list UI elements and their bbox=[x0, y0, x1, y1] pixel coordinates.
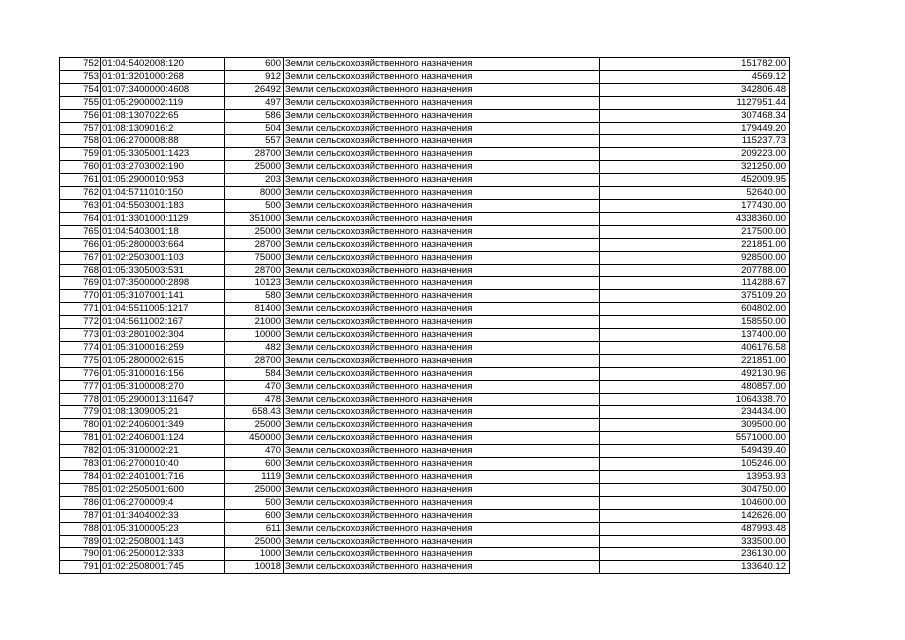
row-number-cell: 787 bbox=[60, 509, 101, 522]
cadastral-number-cell: 01:03:2703002:190 bbox=[101, 161, 225, 174]
cadastral-value-cell: 158550.00 bbox=[600, 316, 790, 329]
table-row bbox=[60, 535, 790, 548]
table-row bbox=[60, 303, 790, 316]
table-row bbox=[60, 316, 790, 329]
table-body bbox=[60, 58, 790, 574]
row-number-cell: 777 bbox=[60, 380, 101, 393]
table-row bbox=[60, 251, 790, 264]
area-cell: 28700 bbox=[225, 238, 284, 251]
land-category-cell: Земли сельскохозяйственного назначения bbox=[284, 238, 600, 251]
land-category-cell: Земли сельскохозяйственного назначения bbox=[284, 161, 600, 174]
land-category-cell: Земли сельскохозяйственного назначения bbox=[284, 522, 600, 535]
row-number-cell: 752 bbox=[60, 58, 101, 71]
land-category-cell: Земли сельскохозяйственного назначения bbox=[284, 471, 600, 484]
table-row bbox=[60, 212, 790, 225]
row-number-cell: 784 bbox=[60, 471, 101, 484]
area-cell: 557 bbox=[225, 135, 284, 148]
table-row bbox=[60, 264, 790, 277]
table-row bbox=[60, 458, 790, 471]
land-category-cell: Земли сельскохозяйственного назначения bbox=[284, 445, 600, 458]
row-number-cell: 778 bbox=[60, 393, 101, 406]
cadastral-value-cell: 304750.00 bbox=[600, 483, 790, 496]
row-number-cell: 780 bbox=[60, 419, 101, 432]
cadastral-number-cell: 01:05:3100005:23 bbox=[101, 522, 225, 535]
row-number-cell: 763 bbox=[60, 199, 101, 212]
area-cell: 478 bbox=[225, 393, 284, 406]
land-category-cell: Земли сельскохозяйственного назначения bbox=[284, 496, 600, 509]
cadastral-value-cell: 142626.00 bbox=[600, 509, 790, 522]
cadastral-number-cell: 01:05:3107001:141 bbox=[101, 290, 225, 303]
table-row bbox=[60, 522, 790, 535]
land-category-cell: Земли сельскохозяйственного назначения bbox=[284, 458, 600, 471]
cadastral-value-cell: 5571000.00 bbox=[600, 432, 790, 445]
area-cell: 580 bbox=[225, 290, 284, 303]
table-row bbox=[60, 109, 790, 122]
row-number-cell: 781 bbox=[60, 432, 101, 445]
cadastral-value-cell: 221851.00 bbox=[600, 354, 790, 367]
table-row bbox=[60, 96, 790, 109]
area-cell: 25000 bbox=[225, 483, 284, 496]
area-cell: 497 bbox=[225, 96, 284, 109]
cadastral-value-cell: 114288.67 bbox=[600, 277, 790, 290]
cadastral-number-cell: 01:05:3100002:21 bbox=[101, 445, 225, 458]
row-number-cell: 764 bbox=[60, 212, 101, 225]
area-cell: 500 bbox=[225, 496, 284, 509]
area-cell: 470 bbox=[225, 445, 284, 458]
cadastral-number-cell: 01:08:1309016:2 bbox=[101, 122, 225, 135]
cadastral-value-cell: 217500.00 bbox=[600, 225, 790, 238]
cadastral-number-cell: 01:06:2500012:333 bbox=[101, 548, 225, 561]
cadastral-value-cell: 452009.95 bbox=[600, 174, 790, 187]
land-category-cell: Земли сельскохозяйственного назначения bbox=[284, 290, 600, 303]
cadastral-value-cell: 137400.00 bbox=[600, 329, 790, 342]
cadastral-value-cell: 1064338.70 bbox=[600, 393, 790, 406]
area-cell: 504 bbox=[225, 122, 284, 135]
cadastral-number-cell: 01:04:5611002:167 bbox=[101, 316, 225, 329]
area-cell: 1119 bbox=[225, 471, 284, 484]
row-number-cell: 766 bbox=[60, 238, 101, 251]
area-cell: 450000 bbox=[225, 432, 284, 445]
land-plots-table bbox=[59, 57, 790, 574]
table-row bbox=[60, 496, 790, 509]
land-category-cell: Земли сельскохозяйственного назначения bbox=[284, 96, 600, 109]
row-number-cell: 762 bbox=[60, 187, 101, 200]
table-row bbox=[60, 367, 790, 380]
cadastral-value-cell: 179449.20 bbox=[600, 122, 790, 135]
cadastral-value-cell: 52640.00 bbox=[600, 187, 790, 200]
row-number-cell: 785 bbox=[60, 483, 101, 496]
area-cell: 203 bbox=[225, 174, 284, 187]
area-cell: 81400 bbox=[225, 303, 284, 316]
cadastral-number-cell: 01:02:2401001:716 bbox=[101, 471, 225, 484]
area-cell: 8000 bbox=[225, 187, 284, 200]
area-cell: 28700 bbox=[225, 148, 284, 161]
land-category-cell: Земли сельскохозяйственного назначения bbox=[284, 251, 600, 264]
land-category-cell: Земли сельскохозяйственного назначения bbox=[284, 122, 600, 135]
cadastral-value-cell: 133640.12 bbox=[600, 561, 790, 574]
table-row bbox=[60, 161, 790, 174]
row-number-cell: 756 bbox=[60, 109, 101, 122]
land-category-cell: Земли сельскохозяйственного назначения bbox=[284, 509, 600, 522]
area-cell: 10123 bbox=[225, 277, 284, 290]
row-number-cell: 788 bbox=[60, 522, 101, 535]
land-category-cell: Земли сельскохозяйственного назначения bbox=[284, 212, 600, 225]
cadastral-number-cell: 01:07:3500000:2898 bbox=[101, 277, 225, 290]
area-cell: 912 bbox=[225, 70, 284, 83]
area-cell: 600 bbox=[225, 458, 284, 471]
table-row bbox=[60, 341, 790, 354]
table-row bbox=[60, 277, 790, 290]
land-category-cell: Земли сельскохозяйственного назначения bbox=[284, 264, 600, 277]
cadastral-value-cell: 234434.00 bbox=[600, 406, 790, 419]
row-number-cell: 772 bbox=[60, 316, 101, 329]
table-row bbox=[60, 380, 790, 393]
cadastral-value-cell: 207788.00 bbox=[600, 264, 790, 277]
cadastral-number-cell: 01:04:5402008:120 bbox=[101, 58, 225, 71]
cadastral-value-cell: 492130.96 bbox=[600, 367, 790, 380]
area-cell: 25000 bbox=[225, 225, 284, 238]
area-cell: 10018 bbox=[225, 561, 284, 574]
cadastral-value-cell: 549439.40 bbox=[600, 445, 790, 458]
cadastral-value-cell: 236130.00 bbox=[600, 548, 790, 561]
cadastral-number-cell: 01:05:2900010:953 bbox=[101, 174, 225, 187]
cadastral-number-cell: 01:08:1309005:21 bbox=[101, 406, 225, 419]
area-cell: 25000 bbox=[225, 161, 284, 174]
table-row bbox=[60, 393, 790, 406]
area-cell: 351000 bbox=[225, 212, 284, 225]
cadastral-number-cell: 01:02:2406001:349 bbox=[101, 419, 225, 432]
area-cell: 28700 bbox=[225, 354, 284, 367]
table-row bbox=[60, 406, 790, 419]
cadastral-number-cell: 01:06:2700008:88 bbox=[101, 135, 225, 148]
cadastral-value-cell: 209223.00 bbox=[600, 148, 790, 161]
cadastral-number-cell: 01:01:3404002:33 bbox=[101, 509, 225, 522]
cadastral-number-cell: 01:02:2508001:143 bbox=[101, 535, 225, 548]
cadastral-value-cell: 115237.73 bbox=[600, 135, 790, 148]
cadastral-value-cell: 13953.93 bbox=[600, 471, 790, 484]
land-category-cell: Земли сельскохозяйственного назначения bbox=[284, 70, 600, 83]
table-row bbox=[60, 83, 790, 96]
cadastral-number-cell: 01:05:2900013:11647 bbox=[101, 393, 225, 406]
row-number-cell: 759 bbox=[60, 148, 101, 161]
cadastral-value-cell: 480857.00 bbox=[600, 380, 790, 393]
table-row bbox=[60, 329, 790, 342]
row-number-cell: 761 bbox=[60, 174, 101, 187]
cadastral-value-cell: 1127951.44 bbox=[600, 96, 790, 109]
table-row bbox=[60, 483, 790, 496]
cadastral-value-cell: 928500.00 bbox=[600, 251, 790, 264]
row-number-cell: 774 bbox=[60, 341, 101, 354]
cadastral-value-cell: 307468.34 bbox=[600, 109, 790, 122]
cadastral-value-cell: 151782.00 bbox=[600, 58, 790, 71]
land-category-cell: Земли сельскохозяйственного назначения bbox=[284, 83, 600, 96]
row-number-cell: 791 bbox=[60, 561, 101, 574]
row-number-cell: 754 bbox=[60, 83, 101, 96]
area-cell: 28700 bbox=[225, 264, 284, 277]
cadastral-number-cell: 01:02:2505001:600 bbox=[101, 483, 225, 496]
cadastral-value-cell: 333500.00 bbox=[600, 535, 790, 548]
cadastral-value-cell: 604802.00 bbox=[600, 303, 790, 316]
table-row bbox=[60, 445, 790, 458]
cadastral-number-cell: 01:05:2800003:664 bbox=[101, 238, 225, 251]
cadastral-number-cell: 01:07:3400000:4608 bbox=[101, 83, 225, 96]
area-cell: 26492 bbox=[225, 83, 284, 96]
land-category-cell: Земли сельскохозяйственного назначения bbox=[284, 148, 600, 161]
land-category-cell: Земли сельскохозяйственного назначения bbox=[284, 483, 600, 496]
cadastral-value-cell: 321250.00 bbox=[600, 161, 790, 174]
land-category-cell: Земли сельскохозяйственного назначения bbox=[284, 316, 600, 329]
cadastral-number-cell: 01:02:2503001:103 bbox=[101, 251, 225, 264]
cadastral-number-cell: 01:05:2800002:615 bbox=[101, 354, 225, 367]
land-category-cell: Земли сельскохозяйственного назначения bbox=[284, 174, 600, 187]
land-category-cell: Земли сельскохозяйственного назначения bbox=[284, 432, 600, 445]
cadastral-number-cell: 01:01:3301000:1129 bbox=[101, 212, 225, 225]
table-row bbox=[60, 122, 790, 135]
cadastral-value-cell: 406176.58 bbox=[600, 341, 790, 354]
table-row bbox=[60, 548, 790, 561]
land-category-cell: Земли сельскохозяйственного назначения bbox=[284, 225, 600, 238]
area-cell: 586 bbox=[225, 109, 284, 122]
land-category-cell: Земли сельскохозяйственного назначения bbox=[284, 380, 600, 393]
land-category-cell: Земли сельскохозяйственного назначения bbox=[284, 187, 600, 200]
cadastral-number-cell: 01:02:2406001:124 bbox=[101, 432, 225, 445]
table-row bbox=[60, 471, 790, 484]
table-row bbox=[60, 174, 790, 187]
table-row bbox=[60, 419, 790, 432]
land-category-cell: Земли сельскохозяйственного назначения bbox=[284, 135, 600, 148]
table-row bbox=[60, 238, 790, 251]
row-number-cell: 776 bbox=[60, 367, 101, 380]
cadastral-value-cell: 221851.00 bbox=[600, 238, 790, 251]
area-cell: 470 bbox=[225, 380, 284, 393]
area-cell: 482 bbox=[225, 341, 284, 354]
land-category-cell: Земли сельскохозяйственного назначения bbox=[284, 58, 600, 71]
land-category-cell: Земли сельскохозяйственного назначения bbox=[284, 354, 600, 367]
row-number-cell: 782 bbox=[60, 445, 101, 458]
land-category-cell: Земли сельскохозяйственного назначения bbox=[284, 341, 600, 354]
table-row bbox=[60, 58, 790, 71]
cadastral-value-cell: 4338360.00 bbox=[600, 212, 790, 225]
row-number-cell: 755 bbox=[60, 96, 101, 109]
area-cell: 584 bbox=[225, 367, 284, 380]
cadastral-number-cell: 01:04:5503001:183 bbox=[101, 199, 225, 212]
area-cell: 10000 bbox=[225, 329, 284, 342]
row-number-cell: 757 bbox=[60, 122, 101, 135]
land-category-cell: Земли сельскохозяйственного назначения bbox=[284, 199, 600, 212]
cadastral-number-cell: 01:05:3100008:270 bbox=[101, 380, 225, 393]
row-number-cell: 769 bbox=[60, 277, 101, 290]
area-cell: 658.43 bbox=[225, 406, 284, 419]
table-row bbox=[60, 561, 790, 574]
cadastral-number-cell: 01:02:2508001:745 bbox=[101, 561, 225, 574]
table-row bbox=[60, 432, 790, 445]
cadastral-value-cell: 342806.48 bbox=[600, 83, 790, 96]
cadastral-number-cell: 01:01:3201000:268 bbox=[101, 70, 225, 83]
row-number-cell: 770 bbox=[60, 290, 101, 303]
land-category-cell: Земли сельскохозяйственного назначения bbox=[284, 303, 600, 316]
cadastral-number-cell: 01:05:3305003:531 bbox=[101, 264, 225, 277]
area-cell: 25000 bbox=[225, 419, 284, 432]
row-number-cell: 771 bbox=[60, 303, 101, 316]
land-category-cell: Земли сельскохозяйственного назначения bbox=[284, 393, 600, 406]
land-category-cell: Земли сельскохозяйственного назначения bbox=[284, 277, 600, 290]
cadastral-value-cell: 177430.00 bbox=[600, 199, 790, 212]
land-category-cell: Земли сельскохозяйственного назначения bbox=[284, 535, 600, 548]
table-row bbox=[60, 509, 790, 522]
area-cell: 25000 bbox=[225, 535, 284, 548]
cadastral-number-cell: 01:05:3100016:259 bbox=[101, 341, 225, 354]
cadastral-number-cell: 01:03:2801002:304 bbox=[101, 329, 225, 342]
area-cell: 611 bbox=[225, 522, 284, 535]
table-row bbox=[60, 70, 790, 83]
table-row bbox=[60, 225, 790, 238]
table-row bbox=[60, 187, 790, 200]
cadastral-number-cell: 01:05:3100016:156 bbox=[101, 367, 225, 380]
table-row bbox=[60, 148, 790, 161]
row-number-cell: 789 bbox=[60, 535, 101, 548]
row-number-cell: 767 bbox=[60, 251, 101, 264]
row-number-cell: 773 bbox=[60, 329, 101, 342]
cadastral-value-cell: 105246.00 bbox=[600, 458, 790, 471]
cadastral-value-cell: 4569.12 bbox=[600, 70, 790, 83]
table-row bbox=[60, 354, 790, 367]
row-number-cell: 775 bbox=[60, 354, 101, 367]
cadastral-number-cell: 01:04:5711010:150 bbox=[101, 187, 225, 200]
row-number-cell: 765 bbox=[60, 225, 101, 238]
land-category-cell: Земли сельскохозяйственного назначения bbox=[284, 406, 600, 419]
area-cell: 21000 bbox=[225, 316, 284, 329]
table-row bbox=[60, 135, 790, 148]
land-category-cell: Земли сельскохозяйственного назначения bbox=[284, 329, 600, 342]
cadastral-number-cell: 01:05:2900002:119 bbox=[101, 96, 225, 109]
cadastral-value-cell: 487993.48 bbox=[600, 522, 790, 535]
cadastral-value-cell: 104600.00 bbox=[600, 496, 790, 509]
land-category-cell: Земли сельскохозяйственного назначения bbox=[284, 548, 600, 561]
area-cell: 600 bbox=[225, 58, 284, 71]
area-cell: 500 bbox=[225, 199, 284, 212]
row-number-cell: 760 bbox=[60, 161, 101, 174]
row-number-cell: 790 bbox=[60, 548, 101, 561]
cadastral-value-cell: 375109.20 bbox=[600, 290, 790, 303]
cadastral-number-cell: 01:06:2700009:4 bbox=[101, 496, 225, 509]
row-number-cell: 758 bbox=[60, 135, 101, 148]
land-category-cell: Земли сельскохозяйственного назначения bbox=[284, 367, 600, 380]
cadastral-number-cell: 01:08:1307022:65 bbox=[101, 109, 225, 122]
table-row bbox=[60, 290, 790, 303]
row-number-cell: 786 bbox=[60, 496, 101, 509]
cadastral-number-cell: 01:06:2700010:40 bbox=[101, 458, 225, 471]
area-cell: 600 bbox=[225, 509, 284, 522]
land-category-cell: Земли сельскохозяйственного назначения bbox=[284, 561, 600, 574]
cadastral-number-cell: 01:05:3305001:1423 bbox=[101, 148, 225, 161]
cadastral-number-cell: 01:04:5403001:18 bbox=[101, 225, 225, 238]
row-number-cell: 768 bbox=[60, 264, 101, 277]
area-cell: 75000 bbox=[225, 251, 284, 264]
area-cell: 1000 bbox=[225, 548, 284, 561]
row-number-cell: 783 bbox=[60, 458, 101, 471]
row-number-cell: 779 bbox=[60, 406, 101, 419]
row-number-cell: 753 bbox=[60, 70, 101, 83]
cadastral-number-cell: 01:04:5511005:1217 bbox=[101, 303, 225, 316]
land-category-cell: Земли сельскохозяйственного назначения bbox=[284, 109, 600, 122]
table-row bbox=[60, 199, 790, 212]
cadastral-value-cell: 309500.00 bbox=[600, 419, 790, 432]
land-category-cell: Земли сельскохозяйственного назначения bbox=[284, 419, 600, 432]
